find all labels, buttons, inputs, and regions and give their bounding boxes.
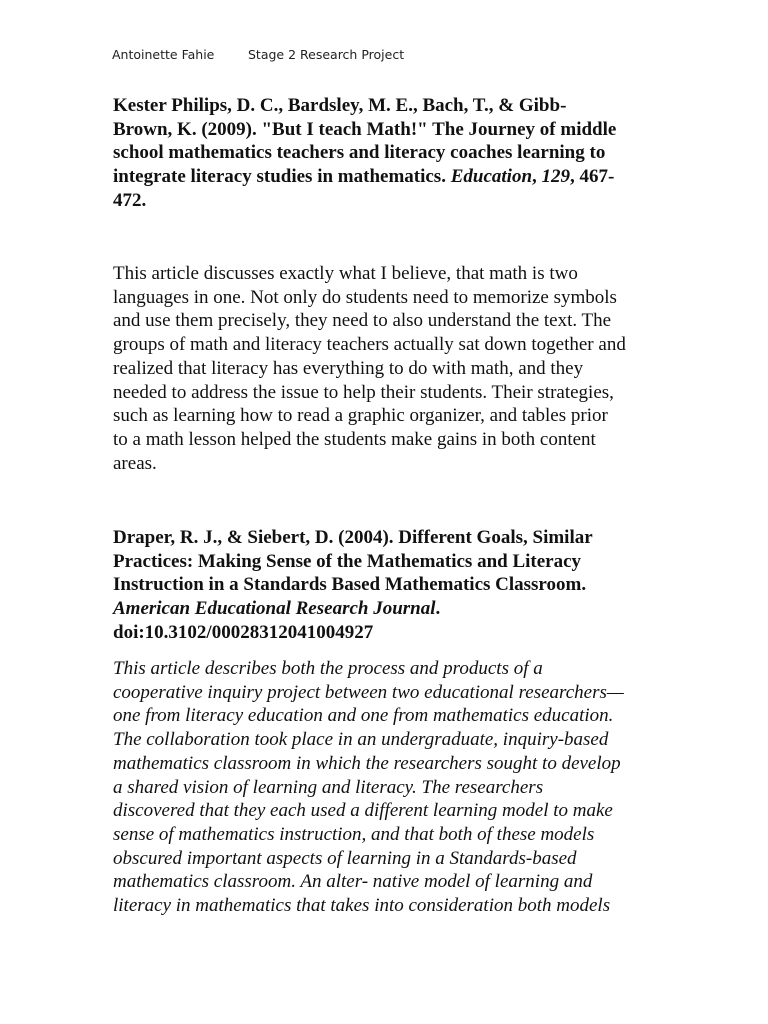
summary-1-line: This article discusses exactly what I believe, that math is two — [113, 263, 578, 284]
reference-2-journal-line — [113, 597, 673, 621]
reference-1-pages-start: , 467- — [570, 166, 615, 188]
summary-1-line: realized that literacy has everything to do with math, and they — [113, 357, 584, 379]
summary-1-line: groups of math and literacy teachers actually sat down together and — [113, 334, 626, 356]
reference-1-text: integrate literacy studies in mathematics. — [113, 166, 451, 188]
abstract-2-line: sense of mathematics instruction, and that both of these models — [113, 823, 595, 845]
reference-1-pages-end: 472. — [113, 189, 147, 211]
abstract-2-line: mathematics classroom in which the researchers sought to develop — [113, 752, 621, 774]
summary-1-line: areas. — [113, 452, 157, 474]
reference-2-line: Instruction in a Standards Based Mathematics Classroom. — [113, 574, 587, 596]
summary-1-line: needed to address the issue to help their students. Their strategies, — [113, 381, 614, 403]
reference-1-line — [113, 165, 673, 189]
page-header — [112, 47, 404, 62]
reference-2-journal: American Educational Research Journal — [113, 598, 436, 620]
abstract-2-line: obscured important aspects of learning in a Standards-based — [113, 847, 577, 869]
summary-1-line: and use them precisely, they need to also understand the text. The — [113, 310, 612, 332]
reference-2-journal-end: . — [435, 598, 441, 620]
abstract-2-line: discovered that they each used a different learning model to make — [113, 800, 613, 822]
reference-1-sep: , — [532, 166, 542, 188]
summary-1-line: to a math lesson helped the students make gains in both content — [113, 428, 596, 450]
reference-2 — [113, 526, 673, 645]
abstract-2-line: The collaboration took place in an undergraduate, inquiry-based — [113, 729, 609, 751]
abstract-2-line: a shared vision of learning and literacy. The researchers — [113, 776, 544, 798]
abstract-2 — [113, 657, 673, 918]
reference-1-volume: 129 — [541, 166, 571, 188]
reference-2-doi: doi:10.3102/00028312041004927 — [113, 621, 374, 643]
header-author: Antoinette Fahie — [112, 47, 215, 62]
reference-1 — [113, 94, 673, 213]
abstract-2-line: cooperative inquiry project between two educational researchers— — [113, 681, 624, 703]
summary-1-line: languages in one. Not only do students need to memorize symbols — [113, 286, 617, 308]
abstract-2-line: This article describes both the process and products of a — [113, 658, 543, 679]
abstract-2-line: mathematics classroom. An alter- native model of learning and — [113, 871, 593, 893]
reference-1-line: Brown, K. (2009). "But I teach Math!" The Journey of middle — [113, 118, 617, 140]
abstract-2-line: literacy in mathematics that takes into consideration both models — [113, 895, 611, 917]
summary-1-line: such as learning how to read a graphic organizer, and tables prior — [113, 405, 608, 427]
header-project: Stage 2 Research Project — [248, 47, 405, 62]
reference-1-line: Kester Philips, D. C., Bardsley, M. E., Bach, T., & Gibb- — [113, 95, 567, 116]
reference-1-journal: Education — [450, 166, 533, 188]
abstract-2-line: one from literacy education and one from mathematics education. — [113, 705, 614, 727]
summary-1 — [113, 262, 673, 475]
reference-1-line: school mathematics teachers and literacy coaches learning to — [113, 142, 606, 164]
reference-2-line: Practices: Making Sense of the Mathematics and Literacy — [113, 550, 582, 572]
reference-2-line: Draper, R. J., & Siebert, D. (2004). Different Goals, Similar — [113, 527, 593, 548]
